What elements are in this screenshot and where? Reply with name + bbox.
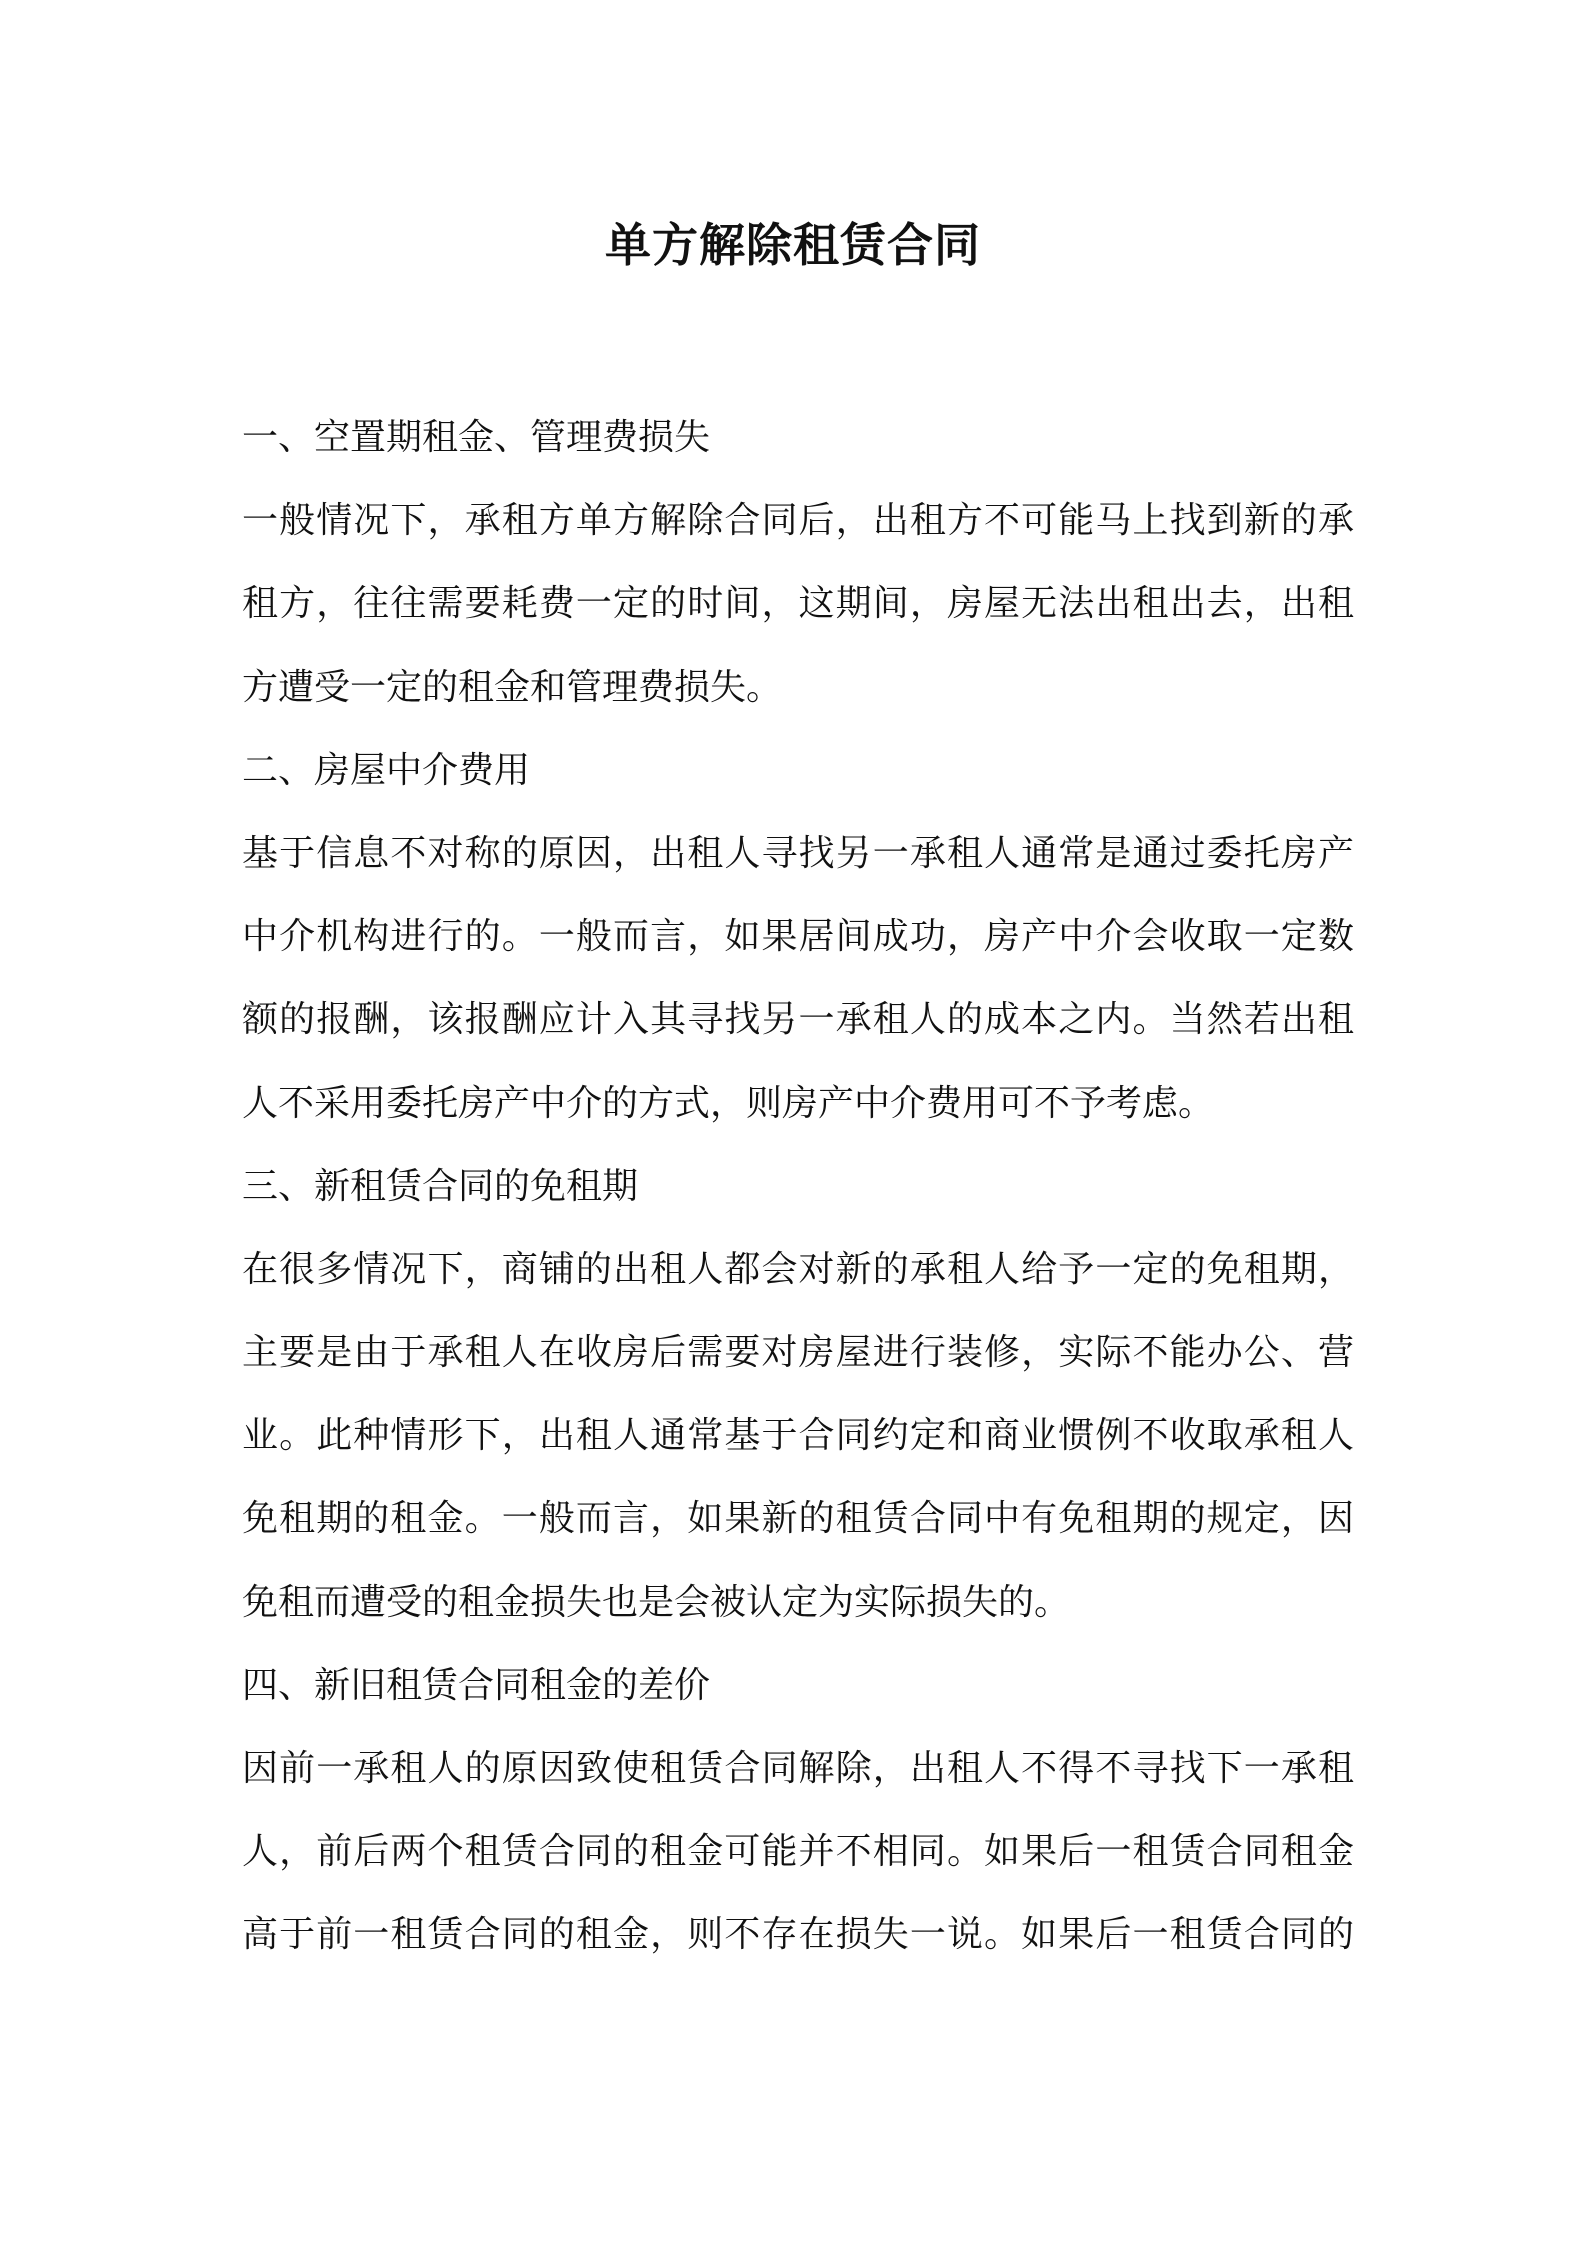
section-heading-2: 二、房屋中介费用 bbox=[242, 749, 531, 791]
paragraph-line: 主要是由于承租人在收房后需要对房屋进行装修，实际不能办公、营 bbox=[242, 1332, 1354, 1374]
section-heading-4: 四、新旧租赁合同租金的差价 bbox=[242, 1664, 711, 1706]
paragraph-line: 免租而遭受的租金损失也是会被认定为实际损失的。 bbox=[242, 1581, 1071, 1623]
section-heading-1: 一、空置期租金、管理费损失 bbox=[242, 417, 711, 458]
paragraph-line: 业。此种情形下，出租人通常基于合同约定和商业惯例不收取承租人 bbox=[242, 1415, 1354, 1457]
document-body bbox=[242, 396, 1354, 1977]
paragraph-line: 额的报酬，该报酬应计入其寻找另一承租人的成本之内。当然若出租 bbox=[242, 999, 1354, 1041]
section-heading-3: 三、新租赁合同的免租期 bbox=[242, 1165, 639, 1207]
paragraph-line: 高于前一租赁合同的租金，则不存在损失一说。如果后一租赁合同的 bbox=[242, 1914, 1354, 1956]
paragraph-line: 租方，往往需要耗费一定的时间，这期间，房屋无法出租出去，出租 bbox=[242, 583, 1354, 625]
paragraph-line: 在很多情况下，商铺的出租人都会对新的承租人给予一定的免租期， bbox=[242, 1248, 1354, 1290]
paragraph-line: 一般情况下，承租方单方解除合同后，出租方不可能马上找到新的承 bbox=[242, 500, 1354, 542]
paragraph-line: 免租期的租金。一般而言，如果新的租赁合同中有免租期的规定，因 bbox=[242, 1498, 1354, 1540]
paragraph-line: 中介机构进行的。一般而言，如果居间成功，房产中介会收取一定数 bbox=[242, 916, 1354, 958]
document-title: 单方解除租赁合同 bbox=[605, 218, 981, 272]
paragraph-line: 因前一承租人的原因致使租赁合同解除，出租人不得不寻找下一承租 bbox=[242, 1748, 1354, 1789]
paragraph-line: 方遭受一定的租金和管理费损失。 bbox=[242, 666, 783, 708]
paragraph-line: 基于信息不对称的原因，出租人寻找另一承租人通常是通过委托房产 bbox=[242, 832, 1354, 874]
paragraph-line: 人，前后两个租赁合同的租金可能并不相同。如果后一租赁合同租金 bbox=[242, 1831, 1354, 1873]
paragraph-line: 人不采用委托房产中介的方式，则房产中介费用可不予考虑。 bbox=[242, 1082, 1215, 1124]
